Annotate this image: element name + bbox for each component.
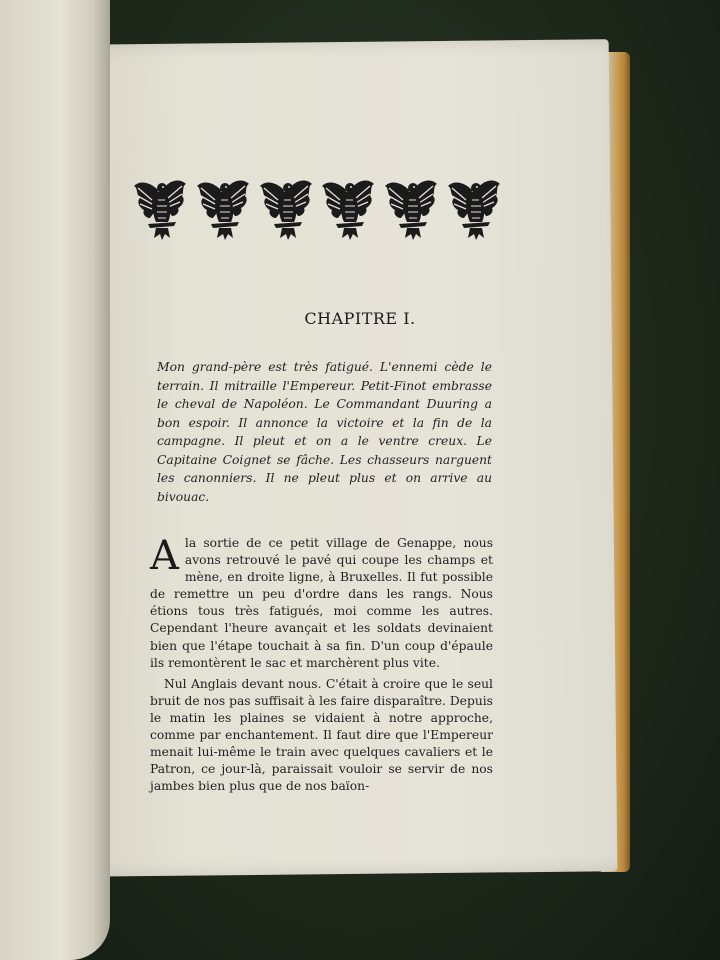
eagle-ornament-row xyxy=(132,176,502,246)
imperial-eagle-icon xyxy=(258,176,314,242)
chapter-summary: Mon grand-père est très fatigué. L'ennemi cède le terrain. Il mitraille l'Empereur. Petit-Finot embrasse le cheval de Napoléon. Le Commandant Duuring a bon espoir. Il annonce la victoire et la fin de la campagne. Il pleut et on a le ventre creux. Le Capitaine Coignet se fâche. Les chasseurs narguent les canonniers. Il ne pleut plus et on arrive au bivouac. xyxy=(157,360,492,504)
left-facing-page xyxy=(0,0,110,960)
paragraph-1 xyxy=(150,535,493,672)
imperial-eagle-icon xyxy=(446,176,502,242)
imperial-eagle-icon xyxy=(383,176,439,242)
imperial-eagle-icon xyxy=(132,176,188,242)
paragraph-1-text: la sortie de ce petit village de Genappe, nous avons retrouvé le pavé qui coupe les champs et mène, en droite ligne, à Bruxelles. Il fut possible de remettre un peu d'ordre dans les rangs. Nous étions tous très fatigués, moi comme les autres. Cependant l'heure avançait et les soldats devinaient bien que l'étape touchait à sa fin. D'un coup d'épaule ils remontèrent le sac et marchèrent plus vite. xyxy=(150,536,493,670)
paragraph-2: Nul Anglais devant nous. C'était à croire que le seul bruit de nos pas suffisait à les faire disparaître. Depuis le matin les plaines se vidaient à notre approche, comme par enchantement. Il faut dire que l'Empereur menait lui-même le train avec quelques cavaliers et le Patron, ce jour-là, paraissait vouloir se servir de nos jambes bien plus que de nos baïon- xyxy=(150,676,493,794)
chapter-title: CHAPITRE I. xyxy=(304,309,416,328)
body-text xyxy=(150,535,493,795)
imperial-eagle-icon xyxy=(195,176,251,242)
drop-cap: A xyxy=(150,533,179,579)
imperial-eagle-icon xyxy=(320,176,376,242)
